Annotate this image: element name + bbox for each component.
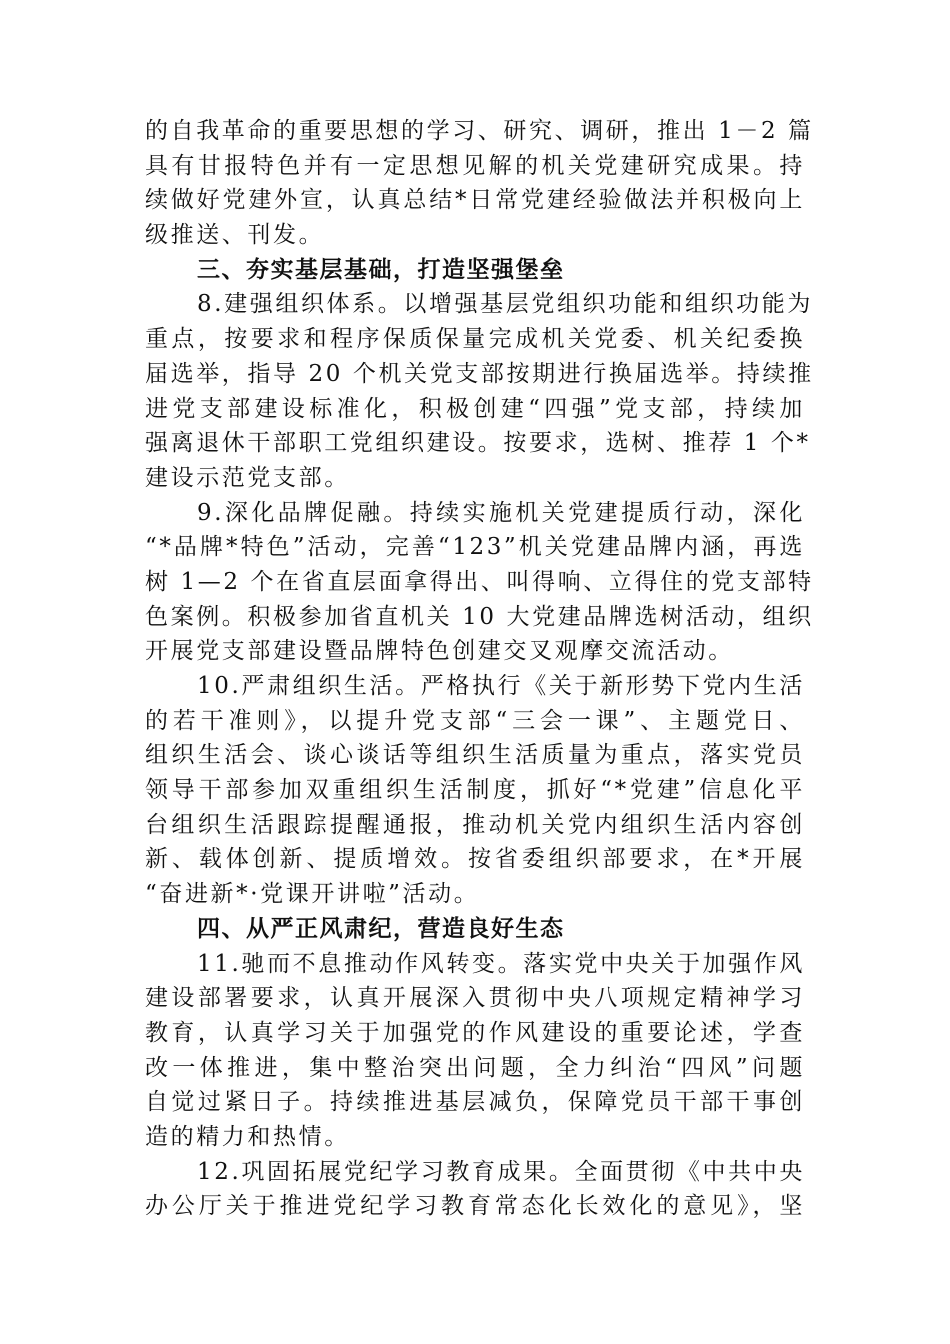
paragraph-line: 办公厅关于推进党纪学习教育常态化长效化的意见》，坚: [145, 1193, 805, 1220]
paragraph-line: 新、载体创新、提质增效。按省委组织部要求，在*开展: [145, 846, 805, 873]
paragraph-line: 11.驰而不息推动作风转变。落实党中央关于加强作风: [197, 950, 805, 977]
paragraph-line: 建设示范党支部。: [145, 464, 350, 491]
paragraph-line: “*品牌*特色”活动，完善“123”机关党建品牌内涵，再选: [145, 534, 805, 561]
paragraph-line: 台组织生活跟踪提醒通报，推动机关党内组织生活内容创: [145, 811, 805, 838]
paragraph-line: “奋进新*·党课开讲啦”活动。: [145, 881, 480, 908]
paragraph-line: 进党支部建设标准化，积极创建“四强”党支部，持续加: [145, 395, 805, 422]
paragraph-line: 开展党支部建设暨品牌特色创建交叉观摩交流活动。: [145, 638, 734, 665]
paragraph-line: 的若干准则》，以提升党支部“三会一课”、主题党日、: [145, 707, 805, 734]
paragraph-line: 8.建强组织体系。以增强基层党组织功能和组织功能为: [197, 291, 813, 318]
paragraph-line: 10.严肃组织生活。严格执行《关于新形势下党内生活: [197, 673, 805, 699]
paragraph-line: 改一体推进，集中整治突出问题，全力纠治“四风”问题: [145, 1054, 805, 1081]
paragraph-line: 造的精力和热情。: [145, 1123, 350, 1150]
paragraph-line: 教育，认真学习关于加强党的作风建设的重要论述，学查: [145, 1019, 805, 1046]
paragraph-line: 色案例。积极参加省直机关 10 大党建品牌选树活动，组织: [145, 603, 814, 630]
section-heading: 四、从严正风肃纪，营造良好生态: [197, 915, 565, 942]
paragraph-line: 续做好党建外宣，认真总结*日常党建经验做法并积极向上: [145, 187, 805, 214]
paragraph-line: 建设部署要求，认真开展深入贯彻中央八项规定精神学习: [145, 985, 805, 1012]
paragraph-line: 9.深化品牌促融。持续实施机关党建提质行动，深化: [197, 499, 805, 526]
paragraph-line: 领导干部参加双重组织生活制度，抓好“*党建”信息化平: [145, 777, 805, 804]
paragraph-line: 届选举，指导 20 个机关党支部按期进行换届选举。持续推: [145, 360, 814, 387]
paragraph-line: 组织生活会、谈心谈话等组织生活质量为重点，落实党员: [145, 742, 805, 769]
paragraph-line: 12.巩固拓展党纪学习教育成果。全面贯彻《中共中央: [197, 1158, 805, 1185]
paragraph-line: 的自我革命的重要思想的学习、研究、调研，推出 1－2 篇: [145, 118, 814, 144]
paragraph-line: 具有甘报特色并有一定思想见解的机关党建研究成果。持: [145, 152, 805, 179]
document-body: [145, 114, 814, 1224]
paragraph-line: 强离退休干部职工党组织建设。按要求，选树、推荐 1 个*: [145, 430, 811, 457]
paragraph-line: 级推送、刊发。: [145, 222, 325, 249]
section-heading: 三、夯实基层基础，打造坚强堡垒: [197, 256, 565, 283]
paragraph-line: 树 1—2 个在省直层面拿得出、叫得响、立得住的党支部特: [145, 568, 814, 595]
paragraph-line: 自觉过紧日子。持续推进基层减负，保障党员干部干事创: [145, 1089, 805, 1116]
paragraph-line: 重点，按要求和程序保质保量完成机关党委、机关纪委换: [145, 326, 805, 353]
